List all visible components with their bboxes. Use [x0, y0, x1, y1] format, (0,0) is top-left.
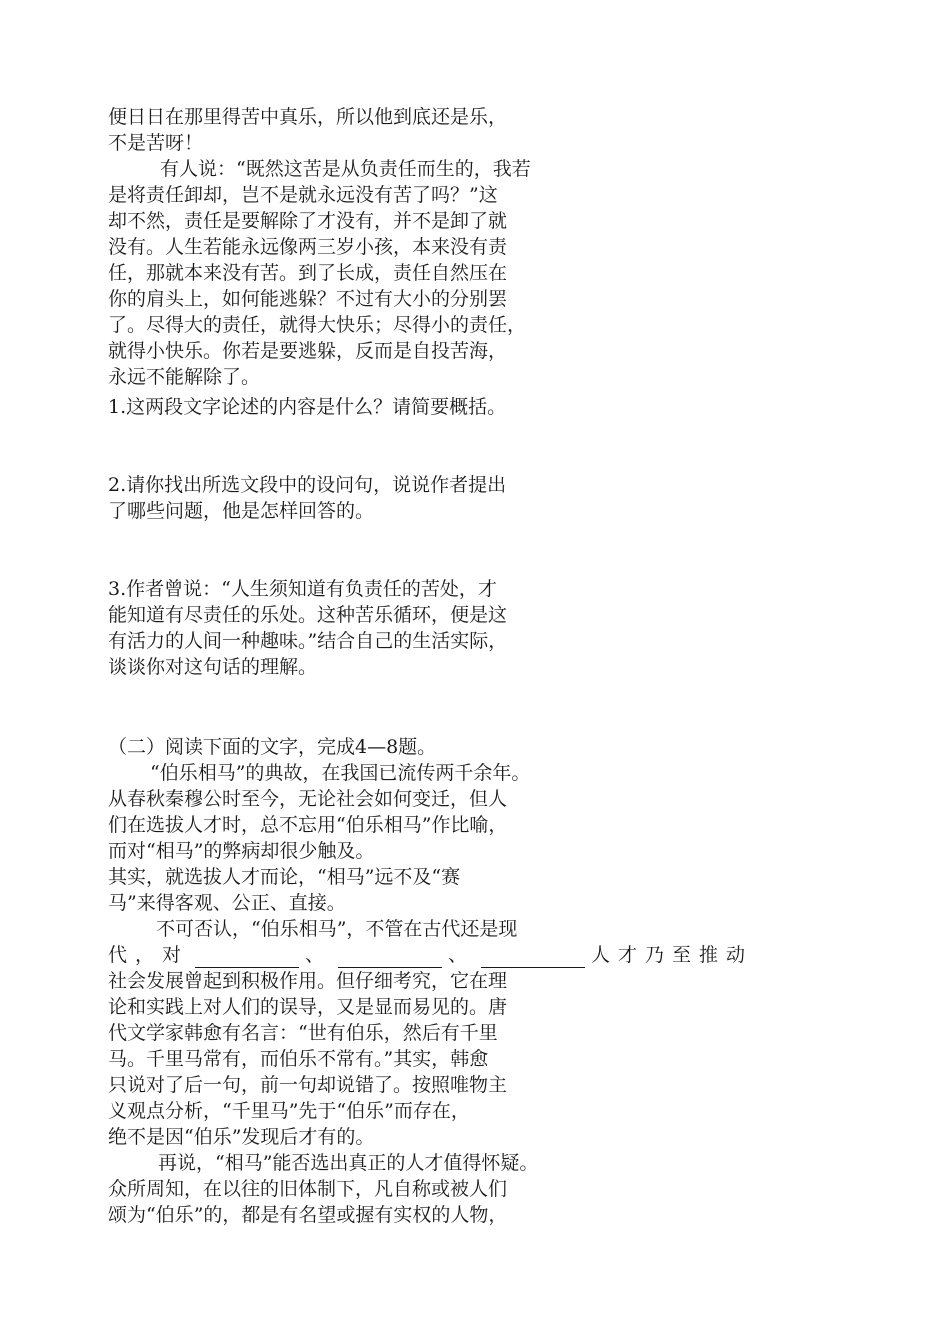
- text-line: 义观点分析，“千里马”先于“伯乐”而存在，: [108, 1100, 470, 1122]
- question-3: 3.作者曾说：“人生须知道有负责任的苦处，才: [108, 578, 497, 600]
- separator: 、: [305, 944, 333, 966]
- text-line: 从春秋秦穆公时至今，无论社会如何变迁，但人: [108, 788, 508, 810]
- text-line: 马。千里马常有，而伯乐不常有。”其实，韩愈: [108, 1048, 489, 1070]
- answer-blank[interactable]: [195, 949, 299, 968]
- question-2: 2.请你找出所选文段中的设问句，说说作者提出: [108, 474, 507, 496]
- text-line: 永远不能解除了。: [108, 366, 261, 388]
- text-line: 有活力的人间一种趣味。”结合自己的生活实际，: [108, 630, 508, 652]
- text-line: 只说对了后一句，前一句却说错了。按照唯物主: [108, 1074, 508, 1096]
- text-line: 就得小快乐。你若是要逃躲，反而是自投苦海，: [108, 340, 508, 362]
- question-1: 1.这两段文字论述的内容是什么？请简要概括。: [108, 396, 507, 418]
- text-line: 任，那就本来没有苦。到了长成，责任自然压在: [108, 262, 508, 284]
- text-line: 没有。人生若能永远像两三岁小孩，本来没有责: [108, 236, 508, 258]
- text-line: 代文学家韩愈有名言：“世有伯乐，然后有千里: [108, 1022, 498, 1044]
- answer-blank[interactable]: [338, 949, 442, 968]
- text-line: “伯乐相马”的典故，在我国已流传两千余年。: [150, 762, 531, 784]
- section-heading: （二）阅读下面的文字，完成4—8题。: [108, 736, 437, 758]
- text-line: 谈谈你对这句话的理解。: [108, 656, 318, 678]
- text-line: 颂为“伯乐”的，都是有名望或握有实权的人物，: [108, 1204, 508, 1226]
- text-line: 而对“相马”的弊病却很少触及。: [108, 840, 375, 862]
- text-fragment: 人才乃至推动: [591, 944, 754, 966]
- text-line: 便日日在那里得苦中真乐，所以他到底还是乐，: [108, 106, 508, 128]
- text-line: 绝不是因“伯乐”发现后才有的。: [108, 1126, 375, 1148]
- text-line: 马”来得客观、公正、直接。: [108, 892, 346, 914]
- text-line: 了哪些问题，他是怎样回答的。: [108, 500, 375, 522]
- text-line: 你的肩头上，如何能逃躲？不过有大小的分别罢: [108, 288, 508, 310]
- text-line: 不是苦呀！: [108, 132, 204, 154]
- text-line: 众所周知，在以往的旧体制下，凡自称或被人们: [108, 1178, 508, 1200]
- text-line: 不可否认，“伯乐相马”，不管在古代还是现: [156, 918, 518, 940]
- text-line: 却不然，责任是要解除了才没有，并不是卸了就: [108, 210, 508, 232]
- text-line: 们在选拔人才时，总不忘用“伯乐相马”作比喻，: [108, 814, 508, 836]
- text-line: 是将责任卸却，岂不是就永远没有苦了吗？”这: [108, 184, 498, 206]
- text-line: 再说，“相马”能否选出真正的人才值得怀疑。: [158, 1152, 539, 1174]
- text-line: 能知道有尽责任的乐处。这种苦乐循环，便是这: [108, 604, 508, 626]
- fill-in-line: [108, 942, 834, 968]
- text-line: 有人说：“既然这苦是从负责任而生的，我若: [160, 158, 531, 180]
- text-line: 其实，就选拔人才而论，“相马”远不及“赛: [108, 866, 461, 888]
- text-fragment: 代，对: [108, 944, 190, 966]
- text-line: 论和实践上对人们的误导，又是显而易见的。唐: [108, 996, 508, 1018]
- text-line: 了。尽得大的责任，就得大快乐；尽得小的责任，: [108, 314, 527, 336]
- separator: 、: [448, 944, 476, 966]
- answer-blank[interactable]: [481, 949, 585, 968]
- text-line: 社会发展曾起到积极作用。但仔细考究，它在理: [108, 970, 508, 992]
